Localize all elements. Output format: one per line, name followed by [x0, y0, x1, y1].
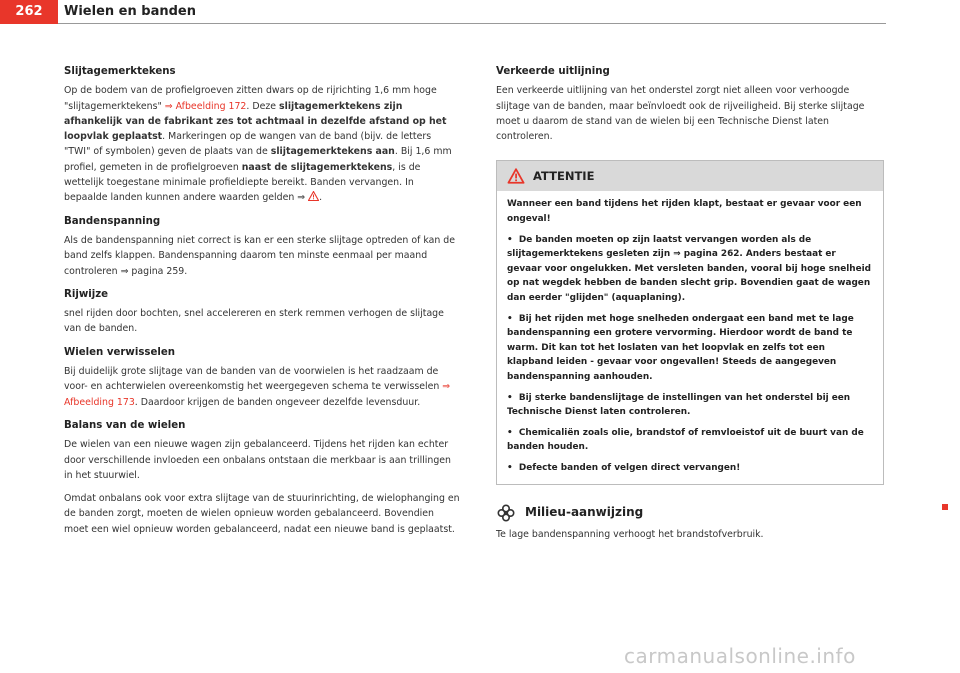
heading-driving-style: Rijwijze [64, 288, 109, 300]
section-alignment [496, 64, 884, 144]
text: . Bij 1,6 mm profiel, gemeten in de profielgroeven [64, 146, 452, 173]
section-end-marker [942, 504, 948, 510]
heading-wheel-balance: Balans van de wielen [64, 419, 186, 431]
bullet: • [507, 313, 513, 324]
paragraph-wheel-balance-2: Omdat onbalans ook voor extra slijtage van de stuurinrichting, de wielophanging en de banden zorgt, moeten de wielen opnieuw worden gebalanceerd. Bovendien moet een wiel opnieuw worden gebalanceerd, nadat een nieuwe band is geplaatst. [64, 493, 460, 535]
text: . Daardoor krijgen de banden ongeveer dezelfde levensduur. [134, 396, 421, 408]
header-rule [58, 23, 886, 24]
paragraph-rotate-wheels [64, 364, 460, 410]
section-tire-pressure [64, 214, 460, 279]
attention-item [507, 461, 873, 476]
text: . Deze [246, 100, 280, 112]
bullet: • [507, 462, 513, 473]
running-title: Wielen en banden [64, 4, 196, 19]
page-number: 262 [0, 0, 58, 24]
paragraph-tire-pressure: Als de bandenspanning niet correct is kan er een sterke slijtage optreden of kan de band zelfs klappen. Bandenspanning daarom ten minste eenmaal per maand controleren ⇒ pagina 259. [64, 234, 455, 277]
attention-title: ATTENTIE [533, 168, 595, 183]
heading-rotate-wheels: Wielen verwisselen [64, 346, 176, 358]
section-rotate-wheels [64, 345, 460, 410]
attention-item-text: Chemicaliën zoals olie, brandstof of remvloeistof uit de buurt van de banden houden. [507, 427, 864, 453]
attention-item-text: De banden moeten op zijn laatst vervangen worden als de slijtagemerktekens gesleten zijn ⇒ pagina 262. Anders bestaat er gevaar voor ongelukken. Met versleten banden, vooral bij hoge snelheid op nat wegdek hebben de banden slecht grip. Bovendien gaat de wagen dan eerder "glijden" (aquaplaning). [507, 234, 872, 304]
section-driving-style [64, 287, 460, 337]
attention-item-text: Bij sterke bandenslijtage de instellingen van het onderstel bij een Technische Dienst laten controleren. [507, 392, 851, 418]
heading-wear-indicators: Slijtagemerktekens [64, 66, 176, 77]
paragraph-wear-indicators [64, 83, 460, 205]
attention-item [507, 233, 873, 306]
environment-flower-icon [496, 503, 516, 523]
warning-triangle-icon[interactable] [308, 191, 319, 201]
text: Op de bodem van de profielgroeven zitten dwars op de rijrichting 1,6 mm hoge "slijtagemerktekens" [64, 85, 437, 112]
section-wear-indicators [64, 64, 460, 206]
section-environment [496, 503, 884, 542]
text-bold: naast de slijtagemerktekens [241, 161, 393, 173]
attention-body [497, 191, 883, 483]
environment-header [496, 503, 884, 523]
attention-box [496, 160, 884, 484]
heading-tire-pressure: Bandenspanning [64, 215, 161, 227]
attention-item [507, 426, 873, 455]
heading-alignment: Verkeerde uitlijning [496, 66, 610, 77]
text: , is de wettelijk toegestane minimale profieldiepte bereikt. Banden vervangen. In bepaalde landen kunnen andere waarden gelden ⇒ [64, 161, 421, 204]
warning-triangle-icon [507, 168, 525, 184]
attention-intro: Wanneer een band tijdens het rijden klapt, bestaat er gevaar voor een ongeval! [507, 199, 862, 225]
paragraph-driving-style: snel rijden door bochten, snel accelereren en sterk remmen verhogen de slijtage van de banden. [64, 308, 444, 335]
environment-title: Milieu-aanwijzing [525, 504, 644, 519]
section-wheel-balance [64, 418, 460, 537]
environment-text: Te lage bandenspanning verhoogt het brandstofverbruik. [496, 528, 764, 540]
bullet: • [507, 392, 513, 403]
attention-item [507, 391, 873, 420]
left-column [64, 64, 460, 545]
text-bold: slijtagemerktekens zijn afhankelijk van de fabrikant zes tot achtmaal in dezelfde afstand op het loopvlak geplaatst [64, 100, 447, 143]
paragraph-alignment: Een verkeerde uitlijning van het onderstel zorgt niet alleen voor verhoogde slijtage van de banden, maar beïnvloedt ook de rijveiligheid. Bij sterke slijtage moet u daarom de stand van de wielen bij een Technische Dienst laten controleren. [496, 85, 865, 143]
attention-item-text: Bij het rijden met hoge snelheden ondergaat een band met te lage bandenspanning een grotere vervorming. Hierdoor wordt de band te warm. Dit kan tot het loslaten van het loopvlak en zelfs tot een klapband leiden - gevaar voor ongevallen! Steeds de aangegeven bandenspanning aanhouden. [507, 313, 854, 383]
text: . [319, 192, 323, 204]
link-figure-172[interactable]: ⇒ Afbeelding 172 [164, 100, 247, 112]
attention-item-text: Defecte banden of velgen direct vervangen! [518, 462, 741, 473]
bullet: • [507, 234, 513, 245]
text: Bij duidelijk grote slijtage van de banden van de voorwielen is het raadzaam de voor- en achterwielen overeenkomstig het weergegeven schema te verwisselen [64, 366, 443, 393]
attention-item [507, 312, 873, 385]
link-figure-173[interactable]: ⇒ Afbeelding 173 [64, 381, 451, 408]
watermark: carmanualsonline.info [624, 644, 856, 668]
bullet: • [507, 427, 513, 438]
text: . Markeringen op de wangen van de band (bijv. de letters "TWI" of symbolen) geven de plaats van de [64, 131, 432, 158]
paragraph-wheel-balance-1: De wielen van een nieuwe wagen zijn gebalanceerd. Tijdens het rijden kan echter door verschillende invloeden een onbalans ontstaan die merkbaar is aan trillingen in het stuurwiel. [64, 439, 451, 481]
attention-header [497, 161, 883, 191]
right-column [496, 64, 884, 550]
text-bold: slijtagemerktekens aan [270, 146, 395, 158]
